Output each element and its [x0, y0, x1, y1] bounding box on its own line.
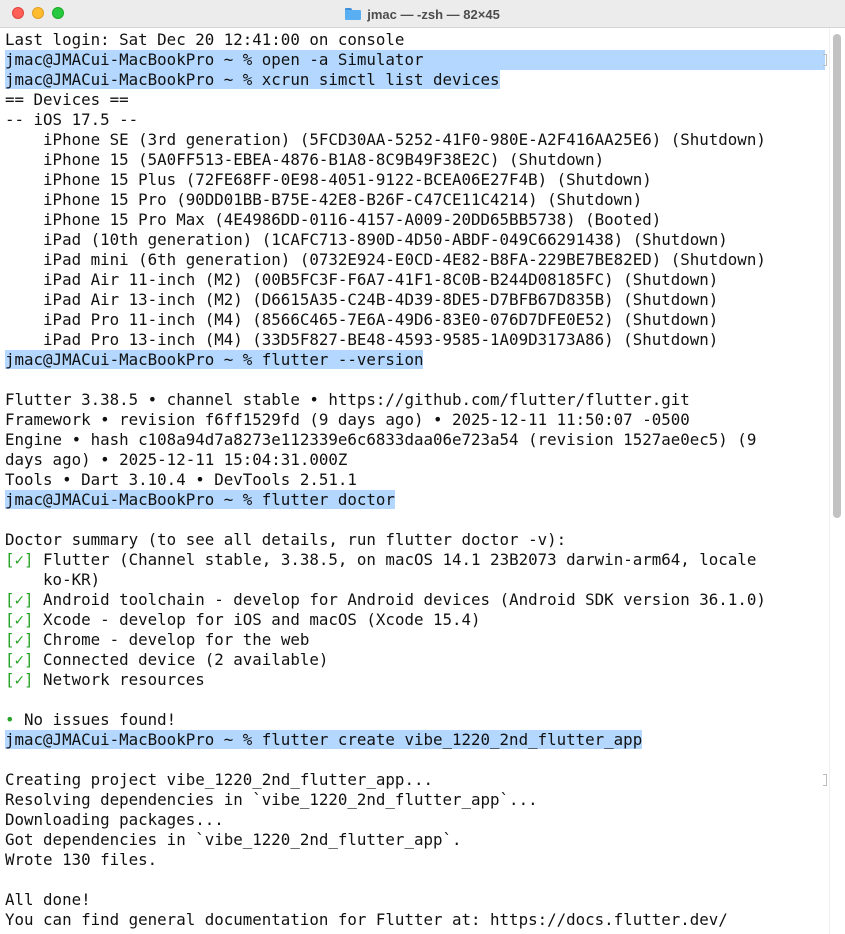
command-mark [823, 54, 827, 66]
line-text: iPhone 15 (5A0FF513-EBEA-4876-B1A8-8C9B49F38E2C) (Shutdown) [5, 150, 605, 169]
line-text: Connected device (2 available) [33, 650, 329, 669]
output-line [5, 290, 825, 310]
line-text: iPhone 15 Pro (90DD01BB-B75E-42E8-B26F-C47CE11C4214) (Shutdown) [5, 190, 643, 209]
line-text: Downloading packages... [5, 810, 224, 829]
line-text: jmac@JMACui-MacBookPro ~ % flutter doctor [5, 490, 395, 509]
output-line [5, 430, 825, 450]
line-text: No issues found! [14, 710, 177, 729]
line-text: iPad Air 11-inch (M2) (00B5FC3F-F6A7-41F1-8C0B-B244D08185FC) (Shutdown) [5, 270, 719, 289]
output-line [5, 510, 825, 530]
scrollbar-thumb[interactable] [833, 34, 841, 518]
output-line [5, 630, 825, 650]
output-line [5, 550, 825, 570]
line-text: iPhone 15 Plus (72FE68FF-0E98-4051-9122-BCEA06E27F4B) (Shutdown) [5, 170, 652, 189]
line-text: iPad (10th generation) (1CAFC713-890D-4D50-ABDF-049C66291438) (Shutdown) [5, 230, 728, 249]
line-text: Flutter (Channel stable, 3.38.5, on macOS 14.1 23B2073 darwin-arm64, locale [33, 550, 757, 569]
output-line [5, 650, 825, 670]
line-text: -- iOS 17.5 -- [5, 110, 139, 129]
command-line [5, 70, 825, 90]
output-line [5, 310, 825, 330]
line-text: Wrote 130 files. [5, 850, 158, 869]
line-text: jmac@JMACui-MacBookPro ~ % open -a Simulator [5, 50, 424, 69]
line-text: iPhone SE (3rd generation) (5FCD30AA-5252-41F0-980E-A2F416AA25E6) (Shutdown) [5, 130, 766, 149]
output-line [5, 850, 825, 870]
line-text: All done! [5, 890, 91, 909]
line-text: Android toolchain - develop for Android devices (Android SDK version 36.1.0) [33, 590, 766, 609]
output-line [5, 110, 825, 130]
check-icon: [✓] [5, 590, 34, 609]
output-line [5, 150, 825, 170]
output-line [5, 170, 825, 190]
line-text: Engine • hash c108a94d7a8273e112339e6c6833daa06e723a54 (revision 1527ae0ec5) (9 [5, 430, 757, 449]
command-line [5, 490, 825, 510]
command-line [5, 350, 825, 370]
line-text: Xcode - develop for iOS and macOS (Xcode 15.4) [33, 610, 481, 629]
command-mark [823, 774, 827, 786]
line-text: Network resources [33, 670, 205, 689]
check-icon: [✓] [5, 610, 34, 629]
folder-icon [345, 8, 361, 20]
terminal-output[interactable] [5, 30, 825, 930]
output-line [5, 250, 825, 270]
line-text: jmac@JMACui-MacBookPro ~ % flutter --version [5, 350, 424, 369]
line-text: Framework • revision f6ff1529fd (9 days ago) • 2025-12-11 11:50:07 -0500 [5, 410, 690, 429]
output-line [5, 790, 825, 810]
line-text: iPhone 15 Pro Max (4E4986DD-0116-4157-A009-20DD65BB5738) (Booted) [5, 210, 662, 229]
output-line [5, 670, 825, 690]
line-text: iPad Pro 11-inch (M4) (8566C465-7E6A-49D6-83E0-076D7DFE0E52) (Shutdown) [5, 310, 719, 329]
line-text: iPad mini (6th generation) (0732E924-E0CD-4E82-B8FA-229BE7BE82ED) (Shutdown) [5, 250, 766, 269]
output-line [5, 810, 825, 830]
output-line [5, 270, 825, 290]
output-line [5, 610, 825, 630]
line-text: iPad Pro 13-inch (M4) (33D5F827-BE48-4593-9585-1A09D3173A86) (Shutdown) [5, 330, 719, 349]
output-line [5, 410, 825, 430]
output-line [5, 30, 825, 50]
line-text: Resolving dependencies in `vibe_1220_2nd_flutter_app`... [5, 790, 538, 809]
check-icon: [✓] [5, 670, 34, 689]
line-text: ko-KR) [5, 570, 101, 589]
output-line [5, 750, 825, 770]
output-line [5, 770, 825, 790]
line-text: Got dependencies in `vibe_1220_2nd_flutter_app`. [5, 830, 462, 849]
output-line [5, 90, 825, 110]
output-line [5, 390, 825, 410]
line-text: Tools • Dart 3.10.4 • DevTools 2.51.1 [5, 470, 357, 489]
output-line [5, 570, 825, 590]
output-line [5, 710, 825, 730]
output-line [5, 370, 825, 390]
line-text: jmac@JMACui-MacBookPro ~ % flutter create vibe_1220_2nd_flutter_app [5, 730, 643, 749]
output-line [5, 870, 825, 890]
output-line [5, 590, 825, 610]
check-icon: [✓] [5, 550, 34, 569]
line-text: Creating project vibe_1220_2nd_flutter_app... [5, 770, 433, 789]
line-text: Doctor summary (to see all details, run flutter doctor -v): [5, 530, 567, 549]
check-icon: [✓] [5, 630, 34, 649]
line-text: You can find general documentation for Flutter at: https://docs.flutter.dev/ [5, 910, 728, 929]
output-line [5, 190, 825, 210]
title-bar[interactable] [0, 0, 845, 28]
output-line [5, 910, 825, 930]
command-line [5, 730, 825, 750]
check-icon: [✓] [5, 650, 34, 669]
output-line [5, 130, 825, 150]
line-text: jmac@JMACui-MacBookPro ~ % xcrun simctl list devices [5, 70, 500, 89]
output-line [5, 210, 825, 230]
output-line [5, 230, 825, 250]
output-line [5, 330, 825, 350]
output-line [5, 470, 825, 490]
window-title: jmac — -zsh — 82×45 [367, 6, 500, 22]
line-text: iPad Air 13-inch (M2) (D6615A35-C24B-4D39-8DE5-D7BFB67D835B) (Shutdown) [5, 290, 719, 309]
output-line [5, 450, 825, 470]
bullet-icon: • [5, 710, 15, 729]
window-title-area [0, 0, 845, 28]
output-line [5, 830, 825, 850]
output-line [5, 690, 825, 710]
line-text: Chrome - develop for the web [33, 630, 310, 649]
line-text: Flutter 3.38.5 • channel stable • https://github.com/flutter/flutter.git [5, 390, 690, 409]
line-text: == Devices == [5, 90, 129, 109]
command-line [5, 50, 825, 70]
line-text: Last login: Sat Dec 20 12:41:00 on console [5, 30, 405, 49]
line-text: days ago) • 2025-12-11 15:04:31.000Z [5, 450, 348, 469]
output-line [5, 890, 825, 910]
output-line [5, 530, 825, 550]
